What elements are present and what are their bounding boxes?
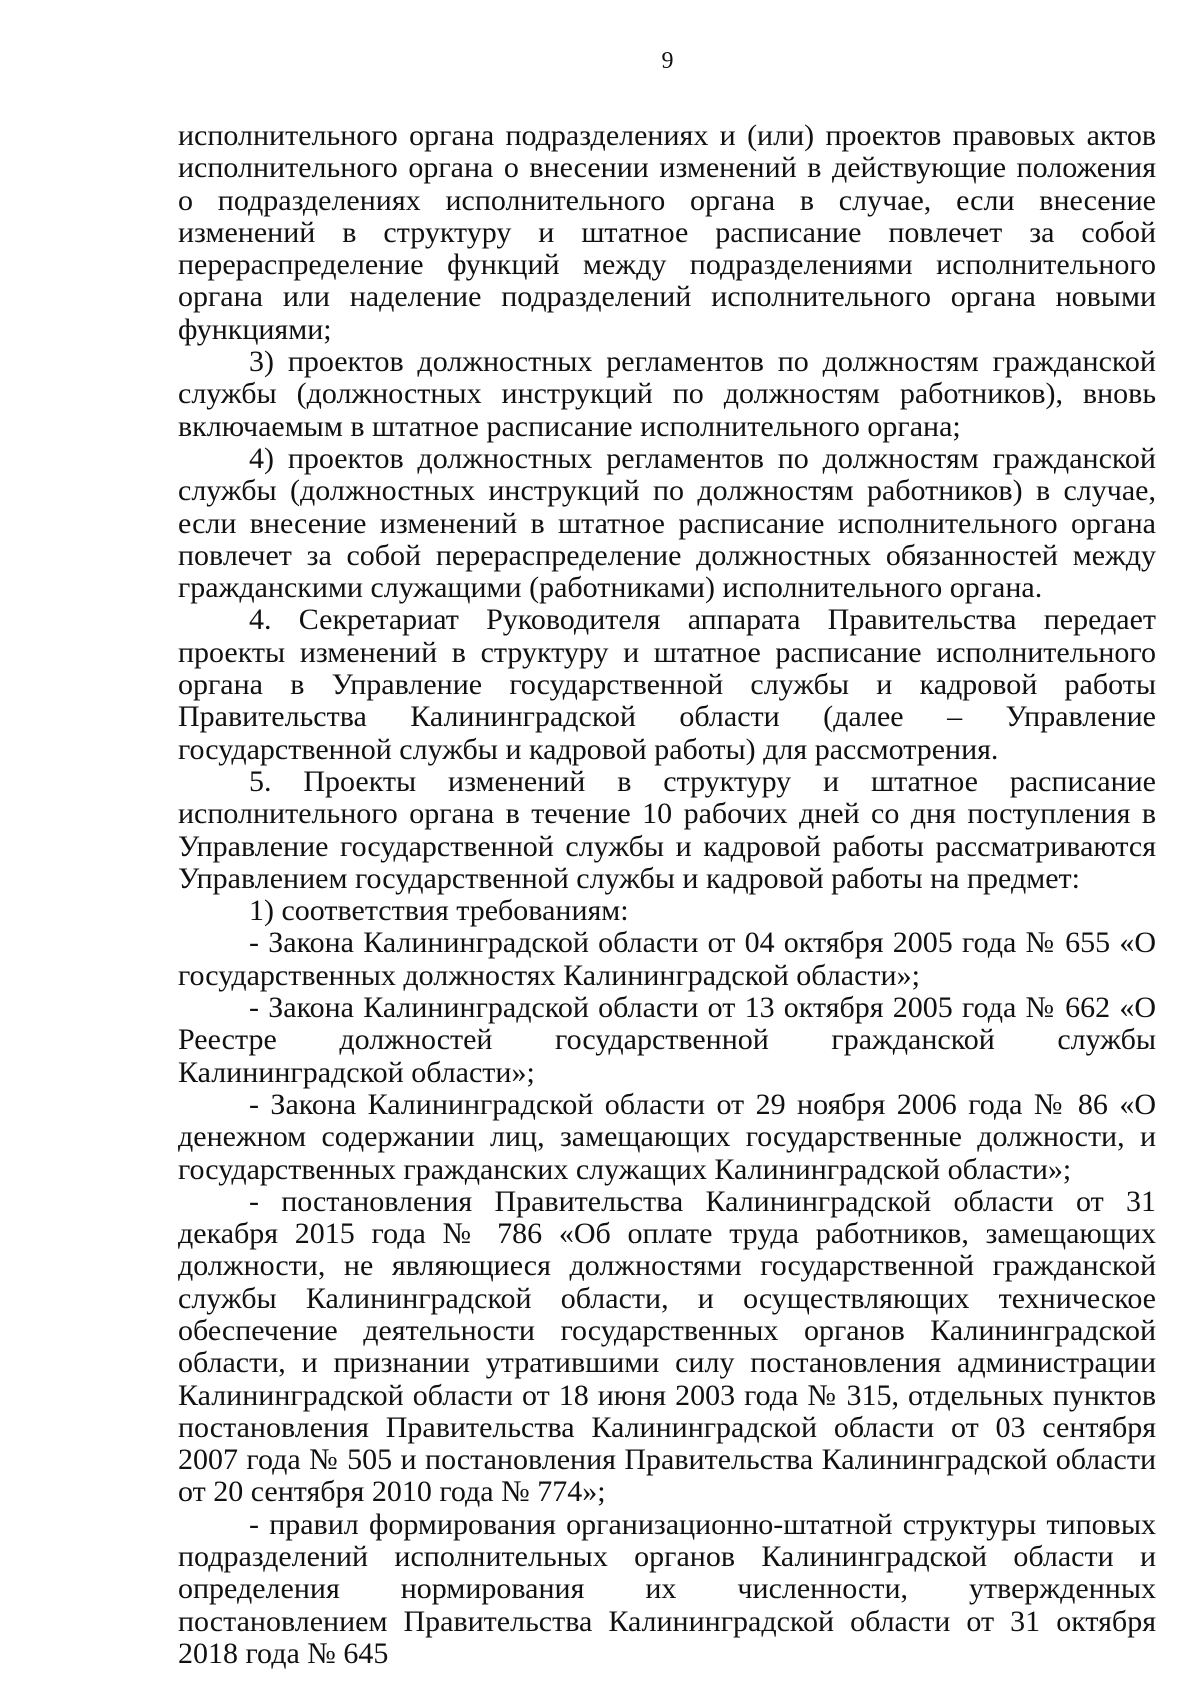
paragraph-law-86: - Закона Калининградской области от 29 ноября 2006 года № 86 «О денежном содержании лиц, замещающих государственные должности, и государственных гражданских служащих Калининградской области»; — [178, 1087, 1156, 1186]
paragraph-subitem-1: 1) соответствия требованиям: — [249, 894, 629, 928]
paragraph-law-655: - Закона Калининградской области от 04 октября 2005 года № 655 «О государственных должностях Калининградской области»; — [178, 926, 1156, 992]
page-number: 9 — [661, 48, 674, 74]
paragraph-section-4: 4. Секретариат Руководителя аппарата Правительства передает проекты изменений в структуру и штатное расписание исполнительного органа в Управление государственной службы и кадровой работы Правительства Калининградской области (далее – Управление государственной службы и кадровой работы) для рассмотрения. — [178, 603, 1156, 766]
document-body — [178, 120, 1156, 1670]
paragraph-continuation: исполнительного органа подразделениях и (или) проектов правовых актов исполнительного органа о внесении изменений в действующие положения о подразделениях исполнительного органа в случае, если внесение изменений в структуру и штатное расписание повлечет за собой перераспределение функций между подразделениями исполнительного органа или наделение подразделений исполнительного органа новыми функциями; — [178, 119, 1156, 346]
paragraph-item-3: 3) проектов должностных регламентов по должностям гражданской службы (должностных инструкций по должностям работников), вновь включаемым в штатное расписание исполнительного органа; — [178, 345, 1156, 443]
paragraph-rules-645: - правил формирования организационно-штатной структуры типовых подразделений исполнительных органов Калининградской области и определения нормирования их численности, утвержденных постановлением Правительства Калининградской области от 31 октября 2018 года № 645 — [178, 1507, 1156, 1670]
paragraph-item-4: 4) проектов должностных регламентов по должностям гражданской службы (должностных инструкций по должностям работников) в случае, если внесение изменений в штатное расписание исполнительного органа повлечет за собой перераспределение должностных обязанностей между гражданскими служащими (работниками) исполнительного органа. — [178, 441, 1156, 605]
paragraph-resolution-786: - постановления Правительства Калининградской области от 31 декабря 2015 года № 786 «Об оплате труда работников, замещающих должности, не являющиеся должностями государственной гражданской службы Калининградской области, и осуществляющих техническое обеспечение деятельности государственных органов Калининградской области, и признании утратившими силу постановления администрации Калининградской области от 18 июня 2003 года № 315, отдельных пунктов постановления Правительства Калининградской области от 03 сентября 2007 года № 505 и постановления Правительства Калининградской области от 20 сентября 2010 года № 774»; — [178, 1184, 1156, 1509]
paragraph-law-662: - Закона Калининградской области от 13 октября 2005 года № 662 «О Реестре должностей государственной гражданской службы Калининградской области»; — [178, 991, 1156, 1089]
paragraph-section-5: 5. Проекты изменений в структуру и штатное расписание исполнительного органа в течение 10 рабочих дней со дня поступления в Управление государственной службы и кадровой работы рассматриваются Управлением государственной службы и кадровой работы на предмет: — [178, 764, 1156, 895]
